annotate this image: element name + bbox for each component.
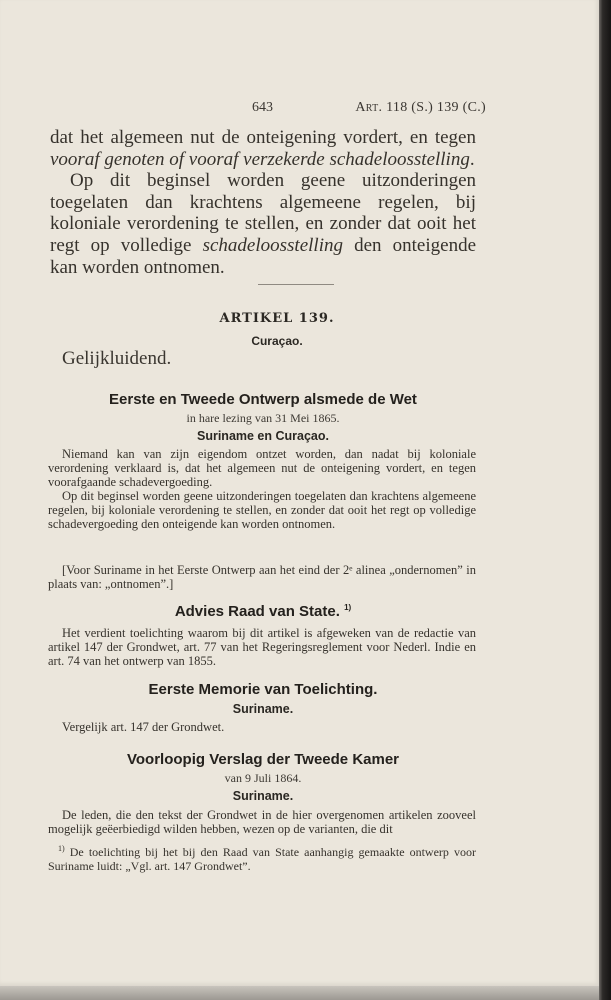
footnote-text: De toelichting bij het bij den Raad van State aanhangig gemaakte ontwerp voor Suriname luidt: „Vgl. art. 147 Grondwet”.: [48, 845, 477, 873]
article-colony: Curaçao.: [251, 334, 303, 348]
margin-note: Gelijkluidend.: [62, 348, 172, 369]
section-body: [48, 447, 476, 531]
section-heading: Voorloopig Verslag der Tweede Kamer: [126, 751, 400, 768]
section-heading: Eerste Memorie van Toelichting.: [148, 681, 378, 698]
body-paragraph: Niemand kan van zijn eigendom ontzet worden, dan nadat bij koloniale verordening verklaard is, dat het algemeen nut de onteigening vordert, en tegen voorafgaande schadevergoeding.: [48, 447, 476, 489]
section-body: [48, 626, 476, 668]
section-subline: in hare lezing van 31 Mei 1865.: [186, 411, 340, 425]
page-edge-right: [599, 0, 611, 1000]
top-paragraph: dat het algemeen nut de onteigening vordert, en tegen vooraf genoten of vooraf verzekerde schadeloosstelling.: [50, 127, 476, 170]
top-paragraph: Op dit beginsel worden geene uitzonderingen toegelaten dan krachtens algemeene regelen, bij koloniale verordening te stellen, en zonder dat ooit het regt op volledige schadeloosstelling den onteigende kan worden ontnomen.: [50, 170, 476, 278]
section-subheading: Suriname en Curaçao.: [197, 429, 329, 443]
section-body: [48, 720, 476, 734]
body-paragraph: Vergelijk art. 147 der Grondwet.: [62, 720, 225, 734]
section-heading: Advies Raad van State. $^{1)}$: [174, 603, 352, 620]
running-title: Art. 118 (S.) 139 (C.): [355, 100, 486, 115]
bracket-note: [Voor Suriname in het Eerste Ontwerp aan het eind der 2ᵉ alinea „ondernomen” in plaats van: „ontnomen”.]: [48, 563, 476, 591]
body-paragraph: De leden, die den tekst der Grondwet in de hier overgenomen artikelen zooveel mogelijk geëerbiedigd wilden hebben, wezen op de varianten, die dit: [48, 808, 476, 836]
continued-text: [50, 127, 476, 278]
article-title: ARTIKEL 139.: [219, 311, 335, 326]
section-subheading: Suriname.: [232, 789, 294, 803]
section-subheading: Suriname.: [232, 702, 294, 716]
body-paragraph: Het verdient toelichting waarom bij dit artikel is afgeweken van de redactie van artikel 147 der Grondwet, art. 77 van het Regeringsreglement voor Nederl. Indie en art. 74 van het ontwerp van 1855.: [48, 626, 476, 668]
section-heading: Eerste en Tweede Ontwerp alsmede de Wet: [109, 391, 417, 408]
page-edge-bottom: [0, 986, 599, 1000]
section-subline: van 9 Juli 1864.: [224, 771, 302, 785]
footnote-mark: 1): [58, 844, 65, 853]
page-number: 643: [252, 100, 273, 115]
body-paragraph: Op dit beginsel worden geene uitzonderingen toegelaten dan krachtens algemeene regelen, bij koloniale verordening te stellen, en zonder dat ooit het regt op volledige schadevergoeding den onteigende kan worden ontnomen.: [48, 489, 476, 531]
footnote: [48, 842, 476, 873]
section-body: [48, 808, 476, 836]
footnote-reference[interactable]: 1): [344, 603, 352, 612]
divider-rule: [258, 284, 334, 285]
running-header: [252, 100, 486, 116]
